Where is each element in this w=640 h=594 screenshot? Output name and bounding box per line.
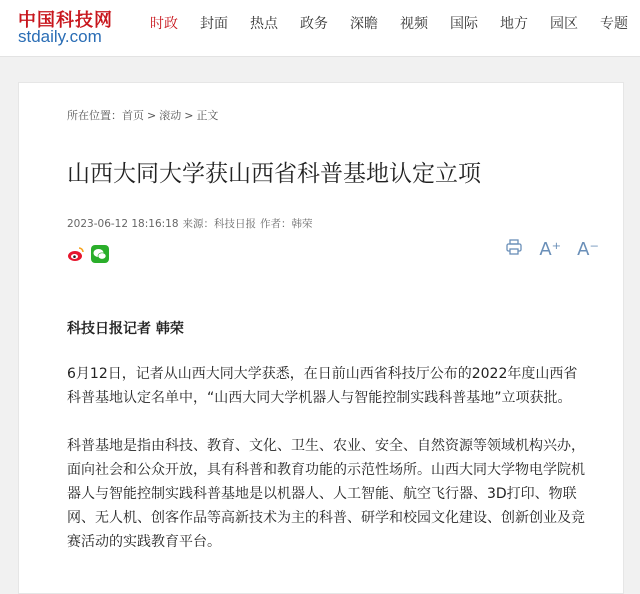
breadcrumb-scroll[interactable]: 滚动 [159,109,182,122]
article-paragraph: 6月12日，记者从山西大同大学获悉，在日前山西省科技厅公布的2022年度山西省科普基地认定名单中，“山西大同大学机器人与智能控制实践科普基地”立项获批。 [67,366,578,406]
weibo-share-icon[interactable] [67,245,85,263]
nav-item-shenzhan[interactable]: 深瞻 [350,16,378,32]
breadcrumb-separator: > [147,109,157,122]
article-title: 山西大同大学获山西省科普基地认定立项 [67,161,481,187]
nav-item-redian[interactable]: 热点 [250,16,278,32]
logo-english-text: stdaily.com [18,27,102,46]
breadcrumb-separator: > [184,109,194,122]
article-source: 科技日报 [214,218,257,230]
nav-item-difang[interactable]: 地方 [500,16,528,32]
article-tools [505,238,599,261]
breadcrumb-home[interactable]: 首页 [122,109,144,122]
share-bar [67,245,109,263]
breadcrumb-prefix: 所在位置： [67,109,122,122]
article-paragraph: 科普基地是指由科技、教育、文化、卫生、农业、安全、自然资源等领域机构兴办，面向社会和公众开放，具有科普和教育功能的示范性场所。山西大同大学物电学院机器人与智能控制实践科普基地是以机器人、人工智能、航空飞行器、3D打印、物联网、无人机、创客作品等高新技术为主的科普、研学和校园文化建设、创新创业及竞赛活动的实践教育平台。 [67,438,585,550]
article-reporter: 科技日报记者 韩荣 [67,321,184,337]
wechat-share-icon[interactable] [91,245,109,263]
nav-item-guoji[interactable]: 国际 [450,16,478,32]
breadcrumb-current: 正文 [196,109,219,122]
nav-item-yuanqu[interactable]: 园区 [550,16,578,32]
article-container [18,82,624,594]
source-label: 来源： [182,218,215,230]
nav-item-zhengwu[interactable]: 政务 [300,16,328,32]
article-meta [67,216,317,231]
main-nav [150,0,640,48]
nav-item-shipin[interactable]: 视频 [400,16,428,32]
logo-chinese-text: 中国科技网 [18,10,113,31]
nav-item-shizheng[interactable]: 时政 [150,16,178,32]
author-label: 作者： [260,218,292,230]
article-datetime: 2023-06-12 18:16:18 [67,218,179,230]
font-increase-button[interactable]: A⁺ [539,238,562,260]
nav-item-zhuanti[interactable]: 专题 [600,16,628,32]
article-author: 韩荣 [291,218,313,230]
breadcrumb [67,107,218,123]
font-decrease-button[interactable]: A⁻ [577,238,599,260]
nav-item-fengmian[interactable]: 封面 [200,16,228,32]
site-logo[interactable] [18,6,118,48]
print-icon[interactable] [505,238,523,261]
top-navigation-bar [0,0,640,57]
